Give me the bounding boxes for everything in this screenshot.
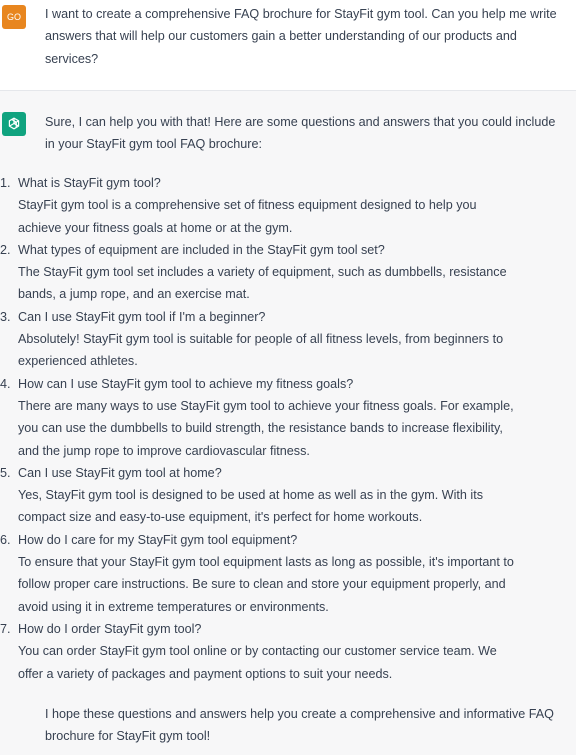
faq-question: How do I care for my StayFit gym tool equipment? (18, 532, 298, 547)
faq-number: 2. (0, 242, 11, 257)
faq-item (0, 239, 520, 306)
openai-logo-icon (2, 112, 26, 136)
faq-item (0, 529, 520, 618)
faq-number: 6. (0, 532, 11, 547)
faq-question: How can I use StayFit gym tool to achieve my fitness goals? (18, 376, 354, 391)
faq-number: 7. (0, 621, 11, 636)
faq-answer: There are many ways to use StayFit gym tool to achieve your fitness goals. For example, you can use the dumbbells to build strength, the resistance bands to increase flexibility, and the jump rope to improve cardiovascular fitness. (18, 398, 514, 458)
faq-answer: The StayFit gym tool set includes a variety of equipment, such as dumbbells, resistance bands, a jump rope, and an exercise mat. (18, 265, 507, 302)
assistant-message (0, 91, 576, 755)
faq-question: What is StayFit gym tool? (18, 176, 161, 190)
faq-question: What types of equipment are included in the StayFit gym tool set? (18, 242, 385, 257)
faq-answer: To ensure that your StayFit gym tool equipment lasts as long as possible, it's important to follow proper care instructions. Be sure to clean and store your equipment properly, and avoid using it in extreme temperatures or environments. (18, 555, 514, 614)
faq-question: How do I order StayFit gym tool? (18, 621, 202, 636)
faq-number: 4. (0, 376, 11, 391)
faq-number: 5. (0, 465, 11, 480)
faq-question: Can I use StayFit gym tool at home? (18, 465, 222, 480)
faq-item (0, 172, 520, 239)
faq-item (0, 618, 520, 685)
faq-answer: Yes, StayFit gym tool is designed to be used at home as well as in the gym. With its compact size and easy-to-use equipment, it's perfect for home workouts. (18, 488, 484, 525)
faq-number: 1. (0, 176, 11, 190)
user-avatar (2, 5, 26, 29)
faq-number: 3. (0, 309, 11, 324)
faq-list (0, 172, 520, 685)
faq-answer: StayFit gym tool is a comprehensive set of fitness equipment designed to help you achieve your fitness goals at home or at the gym. (18, 198, 477, 235)
faq-item (0, 373, 520, 462)
faq-item (0, 462, 520, 529)
faq-answer: You can order StayFit gym tool online or by contacting our customer service team. We offer a variety of packages and payment options to suit your needs. (18, 644, 497, 681)
faq-answer: Absolutely! StayFit gym tool is suitable for people of all fitness levels, from beginners to experienced athletes. (18, 332, 504, 369)
assistant-outro: I hope these questions and answers help you create a comprehensive and informative FAQ brochure for StayFit gym tool! (45, 707, 554, 744)
faq-question: Can I use StayFit gym tool if I'm a beginner? (18, 309, 266, 324)
user-avatar-initials: GO (6, 12, 21, 22)
user-message (0, 0, 576, 91)
faq-item (0, 306, 520, 373)
assistant-intro: Sure, I can help you with that! Here are some questions and answers that you could include in your StayFit gym tool FAQ brochure: (45, 115, 556, 152)
user-message-text: I want to create a comprehensive FAQ brochure for StayFit gym tool. Can you help me write answers that will help our customers gain a better understanding of our products and services? (45, 7, 557, 66)
